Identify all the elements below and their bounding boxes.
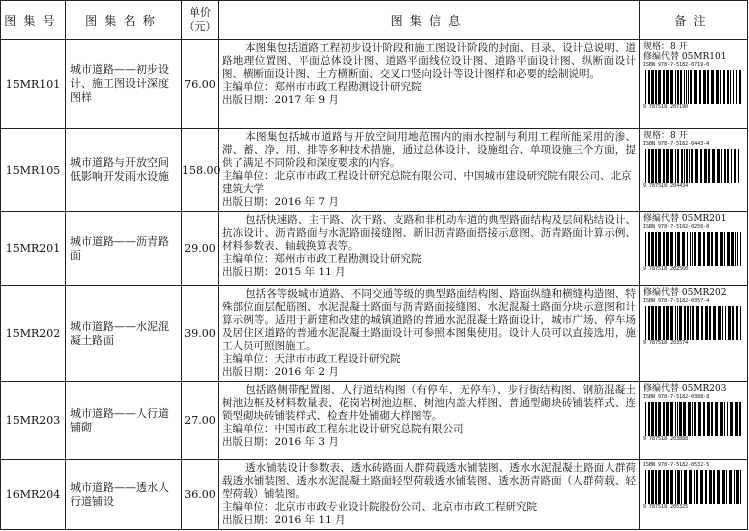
barcode-bar [703,232,705,266]
barcode-bar [729,470,732,504]
table-row [1,40,748,129]
barcode-bar [690,306,691,340]
barcode-bar [712,149,715,183]
barcode-bar [690,70,692,104]
barcode-graphic [643,149,743,183]
row-description: 包括路侧带配置图、人行道结构图（有停车、无停车）、步行街结构图、钢筋混凝土树池边框及材料数量表、花岗岩树池边框、树池内盖大样图、普通型砌块砖铺装样式、连锁型砌块砖铺装样式、检查井处铺砌大样图等。 [222,384,636,422]
row-note [640,286,748,382]
row-description: 本图集包括城市道路与开放空间用地范围内的雨水控制与利用工程所能采用的渗、滞、蓄、净、用、排等多种技术措施，通过总体设计、设施组合、单项设施三个方面，提供了满足不同阶段和深度要求的内容。 [222,131,636,169]
barcode-bar [663,70,665,104]
barcode-bar [681,470,682,504]
barcode-bar [675,402,676,436]
barcode-bar [663,402,665,436]
barcode-bar [738,149,739,183]
barcode-bar [648,402,650,436]
barcode-bar [651,232,654,266]
row-date: 出版日期：2017 年 9 月 [222,94,339,106]
row-unit: 主编单位：中国市政工程东北设计研究总院有限公司 [222,423,464,435]
barcode-bar [648,306,650,340]
barcode-bar [726,470,727,504]
barcode-bar [711,70,714,104]
isbn-text: ISBN 978-7-5182-0388-8 [643,394,710,400]
barcode-bar [727,402,728,436]
note-line: 修编代替 05MR201 [643,214,727,224]
barcode-bar [711,232,713,266]
barcode-bar [730,70,731,104]
barcode-bar [658,70,661,104]
row-description: 透水铺装设计参数表、透水砖路面人群荷载透水铺装图、透水水泥混凝土路面人群荷载透水铺装图、透水水泥混凝土路面轻型荷载透水铺装图、透水沥青路面（人群荷载、轻型荷载）铺装图。 [222,462,636,500]
row-name: 城市道路与开放空间低影响开发雨水设施 [66,129,182,212]
barcode-bar [722,306,723,340]
barcode-bar [692,306,694,340]
barcode-bar [670,402,673,436]
barcode-bar [682,232,685,266]
barcode-bar [730,402,733,436]
barcode-bar [675,149,676,183]
isbn-barcode [643,141,744,189]
barcode-bar [700,470,703,504]
row-code: 15MR101 [1,40,66,129]
barcode-bar [739,70,741,104]
barcode-bar [645,402,646,436]
barcode-bar [645,232,646,266]
note-line: 规格：8 开 [643,42,688,52]
barcode-digits: 9 787518 203574 [643,340,689,346]
row-info [219,286,640,382]
barcode-bar [666,306,669,340]
barcode-bar [677,470,680,504]
row-date: 出版日期：2016 年 11 月 [222,514,346,526]
barcode-bar [677,402,678,436]
barcode-bar [709,306,711,340]
barcode-bar [670,470,673,504]
row-date: 出版日期：2016 年 7 月 [222,196,339,208]
table-row [1,460,748,530]
header-code: 图集号 [1,1,66,40]
barcode-bar [666,232,669,266]
barcode-bar [703,402,705,436]
barcode-bar [655,232,657,266]
isbn-text: ISBN 978-7-5182-0719-0 [643,62,710,68]
barcode-bar [651,470,654,504]
barcode-bar [722,470,725,504]
note-line: 修编代替 05MR202 [643,288,727,298]
row-info [219,460,640,530]
barcode-bar [675,70,676,104]
barcode-bar [694,232,696,266]
barcode-bar [692,402,693,436]
barcode-bar [694,70,697,104]
barcode-bar [740,470,741,504]
row-date: 出版日期：2015 年 11 月 [222,266,346,278]
row-unit: 主编单位：北京市市政专业设计院股份公司、北京市市政工程研究院 [222,501,537,513]
barcode-bar [675,470,676,504]
row-name: 城市道路——沥青路面 [66,212,182,286]
barcode-bar [663,232,665,266]
barcode-bar [677,149,679,183]
barcode-graphic [643,306,743,340]
barcode-bar [684,149,685,183]
barcode-bar [731,149,732,183]
barcode-bar [648,149,650,183]
barcode-bar [698,232,701,266]
barcode-bar [724,232,725,266]
barcode-bar [708,149,710,183]
row-note [640,212,748,286]
table-row [1,212,748,286]
barcode-bar [645,306,646,340]
barcode-bar [707,232,710,266]
barcode-bar [670,306,673,340]
barcode-bar [694,402,696,436]
barcode-bar [731,232,734,266]
barcode-bar [737,232,738,266]
barcode-bar [686,70,687,104]
barcode-bar [684,70,685,104]
row-name: 城市道路——初步设计、施工图设计深度图样 [66,40,182,129]
barcode-bar [655,402,657,436]
barcode-bar [713,470,715,504]
barcode-bar [663,149,665,183]
barcode-bar [688,402,691,436]
barcode-bar [677,232,680,266]
note-line: 修编代替 05MR203 [643,384,727,394]
row-code: 15MR201 [1,212,66,286]
row-price: 27.00 [182,382,219,460]
barcode-bar [735,232,736,266]
row-code: 15MR202 [1,286,66,382]
barcode-bar [658,470,661,504]
barcode-bar [696,470,698,504]
barcode-bar [651,149,654,183]
barcode-bar [720,232,723,266]
barcode-bar [709,470,712,504]
barcode-bar [740,306,741,340]
row-date: 出版日期：2016 年 3 月 [222,436,339,448]
barcode-bar [732,306,734,340]
barcode-bar [734,470,735,504]
barcode-bar [728,306,731,340]
barcode-bar [707,402,710,436]
barcode-bar [645,70,646,104]
barcode-bar [687,306,689,340]
barcode-bar [739,402,741,436]
barcode-graphic [643,70,743,104]
isbn-text: ISBN 978-7-5182-0256-0 [643,224,710,230]
row-info [219,129,640,212]
barcode-bar [736,306,738,340]
row-code: 15MR203 [1,382,66,460]
row-note [640,382,748,460]
row-unit: 主编单位：天津市市政工程设计研究院 [222,353,401,365]
row-description: 本图集包括道路工程初步设计阶段和施工图设计阶段的封面、目录、设计总说明、道路地理位置图、平面总体设计图、道路平面线位设计图、道路平面设计图、纵断面设计图、横断面设计图、土方横断面、交叉口竖向设计等设计图样和必要的绘制说明。 [222,42,636,80]
barcode-bar [666,402,669,436]
barcode-bar [733,70,734,104]
header-name: 图集名称 [66,1,182,40]
barcode-bar [666,149,669,183]
row-description: 包括快速路、主干路、次干路、支路和非机动车道的典型路面结构及层间粘结设计、抗冻设计、沥青路面与水泥路面接缝图、新旧沥青路面搭接示意图、沥青路面计算示例、材料参数表、轴载换算表等。 [222,214,636,252]
barcode-bar [723,70,725,104]
barcode-bar [705,306,708,340]
barcode-bar [720,402,723,436]
row-note [640,129,748,212]
note-line: 修编代替 05MR101 [643,52,727,62]
row-name: 城市道路——水泥混凝土路面 [66,286,182,382]
barcode-digits: 9 787518 202560 [643,266,689,272]
barcode-bar [663,306,665,340]
row-info [219,40,640,129]
barcode-bar [688,70,689,104]
table-row [1,382,748,460]
barcode-bar [666,470,669,504]
barcode-bar [680,70,682,104]
barcode-bar [690,232,691,266]
barcode-bar [724,402,725,436]
barcode-bar [663,470,665,504]
barcode-bar [675,232,676,266]
barcode-bar [701,306,703,340]
barcode-bar [651,402,654,436]
header-row [1,1,748,40]
barcode-bar [666,70,669,104]
barcode-bar [658,402,661,436]
row-date: 出版日期：2016 年 2 月 [222,366,339,378]
barcode-bar [648,70,650,104]
barcode-bar [704,149,707,183]
barcode-bar [679,306,682,340]
header-info: 图集信息 [219,1,640,40]
row-note [640,40,748,129]
barcode-bar [720,70,721,104]
isbn-barcode [643,62,744,110]
barcode-bar [713,306,716,340]
row-info [219,212,640,286]
barcode-bar [692,232,693,266]
barcode-bar [658,306,661,340]
barcode-bar [687,232,688,266]
barcode-bar [707,70,709,104]
row-price: 39.00 [182,286,219,382]
barcode-graphic [643,402,743,436]
barcode-bar [689,149,690,183]
barcode-bar [721,149,722,183]
barcode-bar [686,149,688,183]
isbn-barcode [643,298,744,346]
barcode-bar [705,470,707,504]
barcode-bar [677,70,679,104]
isbn-barcode [643,462,744,510]
barcode-bar [695,149,698,183]
row-price: 29.00 [182,212,219,286]
isbn-text: ISBN 978-7-5182-0357-4 [643,298,710,304]
barcode-bar [645,149,646,183]
note-line: 规格：8 开 [643,131,688,141]
barcode-bar [655,149,657,183]
barcode-digits: 9 787518 207190 [643,104,689,110]
row-info [219,382,640,460]
barcode-bar [648,232,650,266]
row-code: 16MR204 [1,460,66,530]
barcode-bar [683,402,686,436]
barcode-bar [651,70,654,104]
barcode-bar [658,232,661,266]
barcode-bar [715,402,718,436]
isbn-text: ISBN 978-7-5182-0443-4 [643,141,710,147]
barcode-bar [700,149,702,183]
barcode-graphic [643,470,743,504]
row-unit: 主编单位：郑州市市政工程勘测设计研究院 [222,253,422,265]
barcode-bar [684,470,687,504]
header-note: 备注 [640,1,748,40]
row-description: 包括各等级城市道路、不同交通等级的典型路面结构图、路面纵缝和横缝构造图、特殊部位面层配筋图、水泥混凝土路面与沥青路面接缝图、水泥混凝土路面分块示意图和计算示例等。适用于新建和改建的城镇道路的普通水泥混凝土路面设计，城市广场、停车场及居住区道路的普通水泥混凝土路面设计可参照本图集使用。设计人员可以直接选用，施工人员可照图施工。 [222,288,636,352]
barcode-bar [691,149,693,183]
barcode-bar [651,306,654,340]
barcode-bar [734,149,736,183]
barcode-bar [711,402,713,436]
barcode-bar [718,306,721,340]
table-row [1,286,748,382]
barcode-bar [675,306,676,340]
row-unit: 主编单位：郑州市市政工程勘测设计研究院 [222,81,422,93]
barcode-digits: 9 787518 203888 [643,436,689,442]
barcode-bar [655,306,657,340]
barcode-bar [717,149,720,183]
barcode-bar [670,149,673,183]
isbn-text: ISBN 978-7-5182-0532-5 [643,462,710,468]
barcode-bar [725,306,726,340]
isbn-barcode [643,224,744,272]
barcode-digits: 9 787518 204434 [643,183,689,189]
barcode-bar [715,232,718,266]
row-price: 76.00 [182,40,219,129]
barcode-bar [670,70,673,104]
barcode-bar [699,70,701,104]
row-price: 36.00 [182,460,219,530]
barcode-bar [658,149,661,183]
barcode-bar [740,232,741,266]
row-name: 城市道路——透水人行道铺设 [66,460,182,530]
row-unit: 主编单位：北京市市政工程设计研究总院有限公司、中国城市建设研究院有限公司、北京建筑大学 [222,170,632,195]
barcode-bar [696,306,699,340]
barcode-bar [684,306,686,340]
barcode-bar [727,70,729,104]
row-name: 城市道路——人行道铺砌 [66,382,182,460]
barcode-bar [689,470,692,504]
header-price: 单价（元） [182,1,219,40]
barcode-bar [648,470,650,504]
barcode-bar [724,149,726,183]
barcode-bar [655,470,657,504]
barcode-bar [655,70,657,104]
barcode-bar [717,470,720,504]
barcode-digits: 9 787518 205325 [643,504,689,510]
barcode-bar [677,306,678,340]
barcode-bar [679,402,682,436]
barcode-bar [735,402,738,436]
barcode-bar [736,470,739,504]
barcode-bar [681,149,683,183]
barcode-bar [727,149,729,183]
table-row [1,129,748,212]
row-note [640,460,748,530]
barcode-bar [670,232,673,266]
barcode-graphic [643,232,743,266]
row-code: 15MR105 [1,129,66,212]
barcode-bar [694,470,695,504]
isbn-barcode [643,394,744,442]
barcode-bar [736,70,737,104]
barcode-bar [703,70,706,104]
barcode-bar [698,402,701,436]
barcode-bar [645,470,646,504]
barcode-bar [727,232,730,266]
barcode-bar [716,70,719,104]
row-price: 158.00 [182,129,219,212]
